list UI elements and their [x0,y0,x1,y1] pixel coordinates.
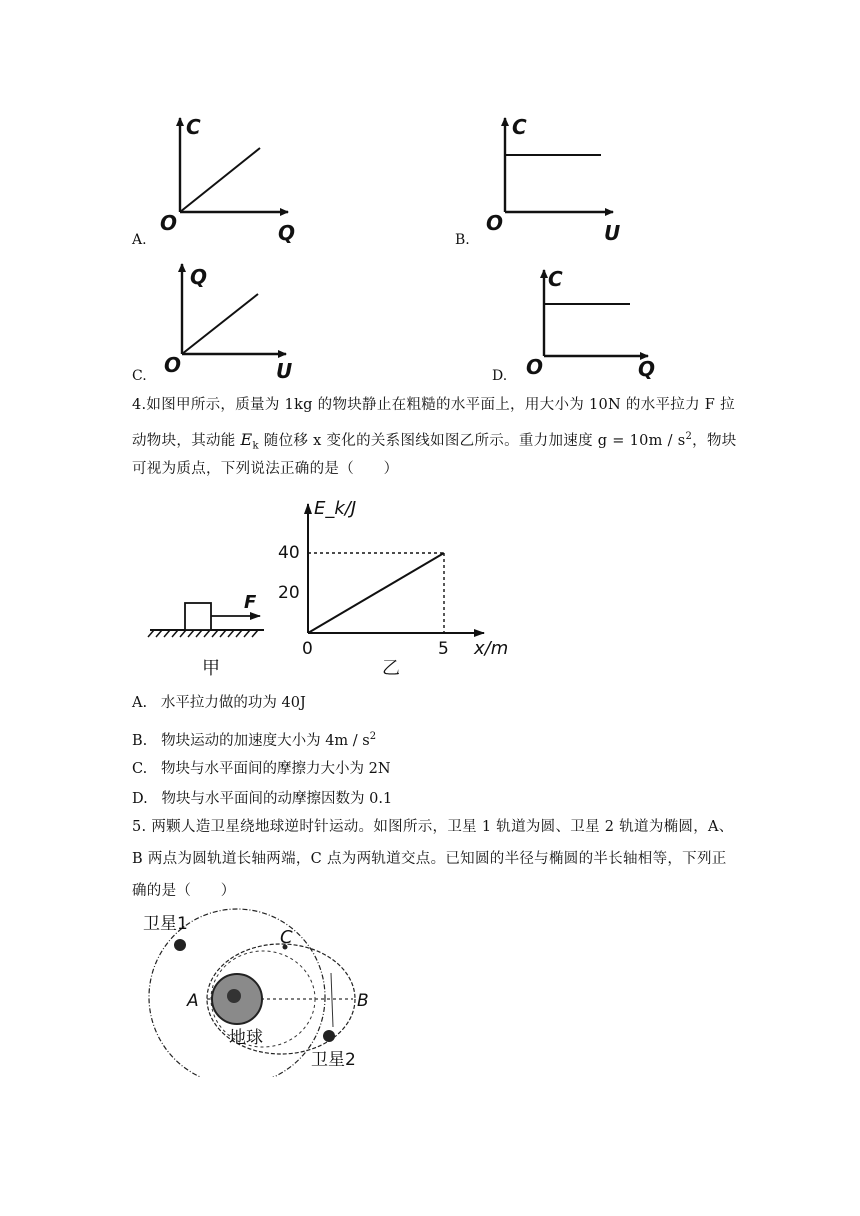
figure-yi-caption: 乙 [382,658,400,679]
y-axis-label-text: E_k/J [314,498,357,519]
plot-line [182,294,258,354]
q4-line-2-c: ，物块 [692,432,737,449]
origin-label: O [486,211,504,235]
choice-sup: 2 [369,731,377,742]
choice-text: 物块运动的加速度大小为 4m / s [161,732,370,749]
option-d-letter: D. [492,368,508,384]
dash-mark [331,973,333,1027]
x-tick-5: 5 [438,639,449,659]
q4-line-2-a: 动物块，其动能 [132,432,241,449]
option-a-letter: A. [132,232,147,248]
option-b-graph [480,112,630,244]
y-axis-label: C [186,115,201,139]
q4-line-3: 可视为质点，下列说法正确的是（ ） [132,461,399,477]
q4-choice-c[interactable] [132,759,391,779]
y-tick-20: 20 [278,583,300,603]
q4-line-2-b: 随位移 x 变化的关系图线如图乙所示。重力加速度 g = 10m / s [258,432,686,449]
q5-line-1: 5. 两颗人造卫星绕地球逆时针运动。如图所示，卫星 1 轨道为圆、卫星 2 轨道为椭圆，A、 [132,819,734,835]
point-c-label: C [280,927,293,948]
series-line [308,553,444,633]
choice-letter: D. [132,791,148,807]
option-c-letter: C. [132,368,147,384]
choice-text: 水平拉力做的功为 40J [160,695,306,711]
orbit-figure [135,905,380,1077]
satellite-2-icon [323,1030,335,1042]
y-axis-label: C [512,115,527,139]
q4-choice-b[interactable] [132,727,376,751]
x-axis-label: U [604,221,621,244]
block [185,603,211,630]
earth-label: 地球 [229,1028,263,1048]
figure-yi-chart [270,490,520,690]
point-a-label: A [187,991,199,1011]
force-label: F [244,592,257,613]
origin-label: O [526,355,544,379]
satellite-1-icon [174,939,186,951]
choice-letter: B. [132,732,148,749]
satellite-1-label: 卫星1 [143,914,188,934]
q4-line-1: 4.如图甲所示，质量为 1kg 的物块静止在粗糙的水平面上，用大小为 10N 的水平拉力 F 拉 [132,397,735,413]
earth-land [227,989,241,1003]
choice-letter: C. [132,761,148,777]
origin-label: 0 [302,639,313,659]
choice-text: 物块与水平面间的摩擦力大小为 2N [161,761,391,777]
option-a-graph [150,112,300,244]
option-c-graph [150,258,300,382]
ground-hatching [148,630,258,637]
choice-text: 物块与水平面间的动摩擦因数为 0.1 [161,791,393,807]
q4-choice-a[interactable] [132,693,306,713]
q4-choice-d[interactable] [132,789,392,809]
q5-line-2: B 两点为圆轨道长轴两端，C 点为两轨道交点。已知圆的半径与椭圆的半长轴相等，下列正 [132,851,727,867]
point-b-label: B [357,991,369,1011]
y-axis-label: C [548,267,563,291]
x-axis-label: Q [278,221,296,244]
y-axis-label [314,498,356,519]
ek-subscript: k [252,440,259,452]
x-axis-label: U [276,359,293,382]
q4-line-2-sup: 2 [685,431,693,442]
satellite-2-label: 卫星2 [311,1050,356,1070]
plot-line [180,148,260,212]
origin-label: O [164,353,182,377]
figure-jia [140,590,270,680]
q5-line-3: 确的是（ ） [132,883,236,899]
x-axis-label: x/m [474,638,509,659]
figure-jia-caption: 甲 [202,658,220,679]
y-axis-label: Q [190,265,208,289]
x-axis-label: Q [638,357,656,381]
ek-symbol: E [240,429,253,449]
origin-label: O [160,211,178,235]
option-b-letter: B. [455,232,470,248]
option-d-graph [522,262,662,382]
choice-letter: A. [132,695,148,711]
y-tick-40: 40 [278,543,300,563]
